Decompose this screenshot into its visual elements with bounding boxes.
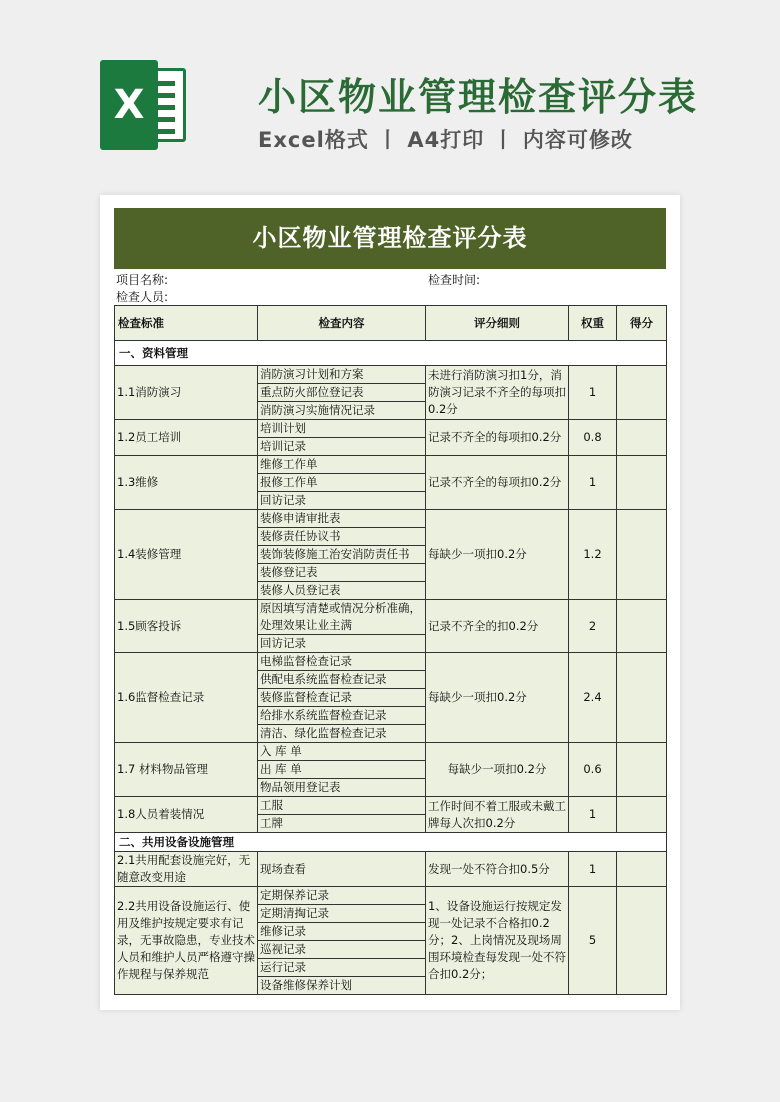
- weight-cell: 5: [569, 887, 617, 995]
- content-cell: 培训记录: [258, 438, 426, 456]
- standard-cell: 2.1共用配套设施完好，无随意改变用途: [115, 852, 258, 887]
- content-cell: 装修监督检查记录: [258, 689, 426, 707]
- rule-cell: 1、设备设施运行按规定发现一处记录不合格扣0.2分；2、上岗情况及现场周围环境检查每发现一处不符合扣0.2分；: [426, 887, 569, 995]
- banner-title: 小区物业管理检查评分表: [258, 75, 699, 119]
- content-cell: 装修申请审批表: [258, 510, 426, 528]
- rule-cell: 未进行消防演习扣1分，消防演习记录不齐全的每项扣0.2分: [426, 366, 569, 420]
- content-cell: 物品领用登记表: [258, 779, 426, 797]
- score-cell[interactable]: [617, 600, 667, 653]
- header-weight: 权重: [569, 306, 617, 341]
- header-content: 检查内容: [258, 306, 426, 341]
- table-header-row: [115, 306, 667, 341]
- rule-cell: 发现一处不符合扣0.5分: [426, 852, 569, 887]
- content-cell: 出 库 单: [258, 761, 426, 779]
- rule-cell: 记录不齐全的每项扣0.2分: [426, 456, 569, 510]
- rule-cell: 记录不齐全的扣0.2分: [426, 600, 569, 653]
- content-cell: 定期保养记录: [258, 887, 426, 905]
- content-cell: 装修人员登记表: [258, 582, 426, 600]
- rule-cell: 每缺少一项扣0.2分: [426, 743, 569, 797]
- rule-cell: 每缺少一项扣0.2分: [426, 510, 569, 600]
- score-cell[interactable]: [617, 420, 667, 456]
- content-cell: 供配电系统监督检查记录: [258, 671, 426, 689]
- section-title: 二、共用设备设施管理: [115, 833, 667, 852]
- standard-cell: 1.3维修: [115, 456, 258, 510]
- content-cell: 装饰装修施工治安消防责任书: [258, 546, 426, 564]
- weight-cell: 2.4: [569, 653, 617, 743]
- standard-cell: 2.2共用设备设施运行、使用及维护按规定要求有记录，无事故隐患，专业技术人员和维护人员严格遵守操作规程与保养规范: [115, 887, 258, 995]
- excel-logo-icon: [100, 60, 186, 150]
- weight-cell: 1: [569, 797, 617, 833]
- content-cell: 工牌: [258, 815, 426, 833]
- weight-cell: 1: [569, 456, 617, 510]
- header-score: 得分: [617, 306, 667, 341]
- content-cell: 现场查看: [258, 852, 426, 887]
- sheet-title: 小区物业管理检查评分表: [114, 208, 666, 269]
- score-cell[interactable]: [617, 366, 667, 420]
- content-cell: 维修工作单: [258, 456, 426, 474]
- weight-cell: 1.2: [569, 510, 617, 600]
- score-cell[interactable]: [617, 887, 667, 995]
- inspector-label: 检查人员:: [116, 290, 169, 304]
- content-cell: 重点防火部位登记表: [258, 384, 426, 402]
- content-cell: 设备维修保养计划: [258, 977, 426, 995]
- score-cell[interactable]: [617, 510, 667, 600]
- content-cell: 装修登记表: [258, 564, 426, 582]
- score-cell[interactable]: [617, 797, 667, 833]
- content-cell: 回访记录: [258, 635, 426, 653]
- section-title: 一、资料管理: [115, 341, 667, 366]
- content-cell: 巡视记录: [258, 941, 426, 959]
- score-table: [114, 305, 667, 995]
- standard-cell: 1.5顾客投诉: [115, 600, 258, 653]
- standard-cell: 1.4装修管理: [115, 510, 258, 600]
- content-cell: 清洁、绿化监督检查记录: [258, 725, 426, 743]
- inspection-time-label: 检查时间:: [428, 273, 481, 287]
- score-cell[interactable]: [617, 852, 667, 887]
- banner-subtitle: Excel格式 丨 A4打印 丨 内容可修改: [258, 128, 633, 152]
- rule-cell: 记录不齐全的每项扣0.2分: [426, 420, 569, 456]
- score-cell[interactable]: [617, 653, 667, 743]
- score-cell[interactable]: [617, 743, 667, 797]
- standard-cell: 1.2员工培训: [115, 420, 258, 456]
- logo-letter: X: [100, 60, 158, 150]
- banner: [0, 0, 780, 180]
- content-cell: 定期清掏记录: [258, 905, 426, 923]
- header-standard: 检查标准: [115, 306, 258, 341]
- weight-cell: 1: [569, 366, 617, 420]
- standard-cell: 1.1消防演习: [115, 366, 258, 420]
- weight-cell: 0.6: [569, 743, 617, 797]
- standard-cell: 1.6监督检查记录: [115, 653, 258, 743]
- content-cell: 装修责任协议书: [258, 528, 426, 546]
- content-cell: 消防演习计划和方案: [258, 366, 426, 384]
- content-cell: 报修工作单: [258, 474, 426, 492]
- standard-cell: 1.7 材料物品管理: [115, 743, 258, 797]
- rule-cell: 每缺少一项扣0.2分: [426, 653, 569, 743]
- project-name-label: 项目名称:: [116, 273, 169, 287]
- content-cell: 运行记录: [258, 959, 426, 977]
- content-cell: 入 库 单: [258, 743, 426, 761]
- content-cell: 原因填写清楚或情况分析准确，处理效果让业主满: [258, 600, 426, 635]
- weight-cell: 2: [569, 600, 617, 653]
- standard-cell: 1.8人员着装情况: [115, 797, 258, 833]
- content-cell: 工服: [258, 797, 426, 815]
- header-rule: 评分细则: [426, 306, 569, 341]
- weight-cell: 1: [569, 852, 617, 887]
- content-cell: 培训计划: [258, 420, 426, 438]
- content-cell: 给排水系统监督检查记录: [258, 707, 426, 725]
- content-cell: 电梯监督检查记录: [258, 653, 426, 671]
- weight-cell: 0.8: [569, 420, 617, 456]
- content-cell: 回访记录: [258, 492, 426, 510]
- score-cell[interactable]: [617, 456, 667, 510]
- rule-cell: 工作时间不着工服或未戴工牌每人次扣0.2分: [426, 797, 569, 833]
- content-cell: 消防演习实施情况记录: [258, 402, 426, 420]
- content-cell: 维修记录: [258, 923, 426, 941]
